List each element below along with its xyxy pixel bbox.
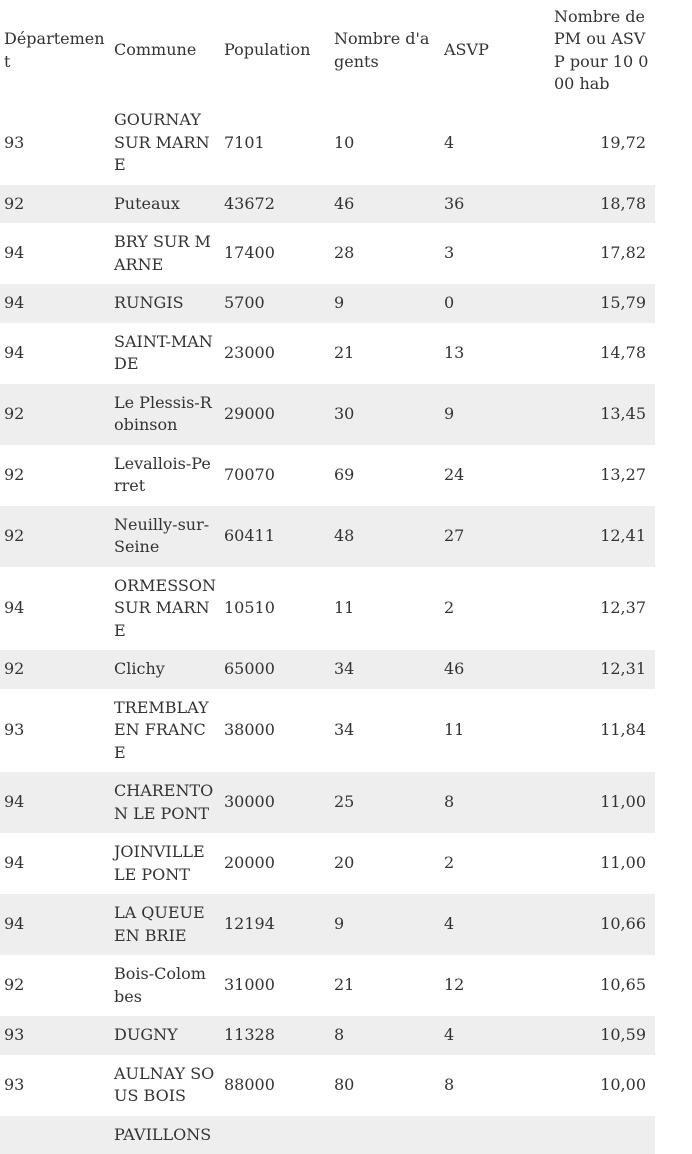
cell-commune: AULNAY SOUS BOIS xyxy=(110,1055,220,1116)
cell-ratio: 11,00 xyxy=(550,833,655,894)
cell-departement: 93 xyxy=(0,101,110,185)
cell-ratio: 12,31 xyxy=(550,650,655,689)
table-row xyxy=(0,506,655,567)
table-row xyxy=(0,1116,655,1154)
table-row xyxy=(0,833,655,894)
table-row xyxy=(0,894,655,955)
cell-population: 29000 xyxy=(220,384,330,445)
cell-departement: 92 xyxy=(0,185,110,224)
cell-departement: 92 xyxy=(0,445,110,506)
cell-asvp: 2 xyxy=(440,567,550,651)
cell-agents: 80 xyxy=(330,1055,440,1116)
cell-departement: 92 xyxy=(0,506,110,567)
table-row xyxy=(0,445,655,506)
cell-asvp: 3 xyxy=(440,223,550,284)
cell-departement: 94 xyxy=(0,772,110,833)
cell-agents: 30 xyxy=(330,384,440,445)
table-row xyxy=(0,1016,655,1055)
table-row xyxy=(0,1055,655,1116)
cell-ratio: 13,27 xyxy=(550,445,655,506)
cell-population: 5700 xyxy=(220,284,330,323)
cell-population: 38000 xyxy=(220,689,330,773)
cell-ratio: 12,41 xyxy=(550,506,655,567)
cell-ratio: 10,66 xyxy=(550,894,655,955)
cell-agents: 8 xyxy=(330,1016,440,1055)
table-row xyxy=(0,650,655,689)
header-ratio[interactable]: Nombre de PM ou ASVP pour 10 000 hab xyxy=(550,0,655,101)
cell-asvp: 12 xyxy=(440,955,550,1016)
cell-commune: DUGNY xyxy=(110,1016,220,1055)
cell-commune: PAVILLONS xyxy=(110,1116,220,1154)
cell-commune: Levallois-Perret xyxy=(110,445,220,506)
cell-population: 60411 xyxy=(220,506,330,567)
cell-agents: 9 xyxy=(330,284,440,323)
cell-ratio: 15,79 xyxy=(550,284,655,323)
cell-commune: Neuilly-sur-Seine xyxy=(110,506,220,567)
cell-population: 70070 xyxy=(220,445,330,506)
cell-ratio: 13,45 xyxy=(550,384,655,445)
cell-departement: 92 xyxy=(0,955,110,1016)
header-agents[interactable]: Nombre d'agents xyxy=(330,0,440,101)
header-row xyxy=(0,0,655,101)
cell-agents: 28 xyxy=(330,223,440,284)
cell-departement: 93 xyxy=(0,1016,110,1055)
header-commune[interactable]: Commune xyxy=(110,0,220,101)
cell-departement: 94 xyxy=(0,223,110,284)
cell-agents: 11 xyxy=(330,567,440,651)
cell-commune: RUNGIS xyxy=(110,284,220,323)
cell-commune: Le Plessis-Robinson xyxy=(110,384,220,445)
cell-commune: Puteaux xyxy=(110,185,220,224)
cell-agents: 46 xyxy=(330,185,440,224)
cell-asvp: 46 xyxy=(440,650,550,689)
table-row xyxy=(0,323,655,384)
header-asvp[interactable]: ASVP xyxy=(440,0,550,101)
cell-departement: 94 xyxy=(0,894,110,955)
cell-agents: 34 xyxy=(330,650,440,689)
cell-population: 10510 xyxy=(220,567,330,651)
cell-ratio xyxy=(550,1116,655,1154)
cell-commune: SAINT-MANDE xyxy=(110,323,220,384)
cell-commune: Clichy xyxy=(110,650,220,689)
cell-departement: 92 xyxy=(0,650,110,689)
cell-departement: 94 xyxy=(0,284,110,323)
cell-agents: 48 xyxy=(330,506,440,567)
cell-departement: 93 xyxy=(0,689,110,773)
cell-agents: 21 xyxy=(330,323,440,384)
cell-ratio: 12,37 xyxy=(550,567,655,651)
cell-ratio: 19,72 xyxy=(550,101,655,185)
cell-ratio: 10,59 xyxy=(550,1016,655,1055)
cell-departement: 92 xyxy=(0,384,110,445)
cell-asvp xyxy=(440,1116,550,1154)
cell-asvp: 0 xyxy=(440,284,550,323)
cell-agents: 34 xyxy=(330,689,440,773)
cell-ratio: 10,65 xyxy=(550,955,655,1016)
cell-asvp: 2 xyxy=(440,833,550,894)
cell-asvp: 27 xyxy=(440,506,550,567)
cell-population: 17400 xyxy=(220,223,330,284)
cell-asvp: 13 xyxy=(440,323,550,384)
cell-agents: 20 xyxy=(330,833,440,894)
cell-population: 12194 xyxy=(220,894,330,955)
cell-commune: ORMESSON SUR MARNE xyxy=(110,567,220,651)
cell-ratio: 14,78 xyxy=(550,323,655,384)
cell-population: 88000 xyxy=(220,1055,330,1116)
cell-asvp: 4 xyxy=(440,101,550,185)
table-header xyxy=(0,0,655,101)
cell-commune: Bois-Colombes xyxy=(110,955,220,1016)
table-row xyxy=(0,223,655,284)
cell-population: 65000 xyxy=(220,650,330,689)
cell-asvp: 24 xyxy=(440,445,550,506)
cell-asvp: 11 xyxy=(440,689,550,773)
cell-departement: 93 xyxy=(0,1055,110,1116)
cell-departement xyxy=(0,1116,110,1154)
cell-population: 30000 xyxy=(220,772,330,833)
cell-ratio: 11,84 xyxy=(550,689,655,773)
table-row xyxy=(0,384,655,445)
header-population[interactable]: Population xyxy=(220,0,330,101)
cell-ratio: 10,00 xyxy=(550,1055,655,1116)
cell-agents: 25 xyxy=(330,772,440,833)
cell-commune: JOINVILLE LE PONT xyxy=(110,833,220,894)
cell-ratio: 11,00 xyxy=(550,772,655,833)
table-row xyxy=(0,284,655,323)
cell-asvp: 4 xyxy=(440,894,550,955)
cell-commune: CHARENTON LE PONT xyxy=(110,772,220,833)
cell-asvp: 36 xyxy=(440,185,550,224)
cell-asvp: 8 xyxy=(440,772,550,833)
cell-commune: GOURNAY SUR MARNE xyxy=(110,101,220,185)
table-row xyxy=(0,955,655,1016)
cell-commune: LA QUEUE EN BRIE xyxy=(110,894,220,955)
table-row xyxy=(0,185,655,224)
header-departement[interactable]: Département xyxy=(0,0,110,101)
table-row xyxy=(0,772,655,833)
cell-agents: 69 xyxy=(330,445,440,506)
cell-commune: TREMBLAY EN FRANCE xyxy=(110,689,220,773)
cell-asvp: 8 xyxy=(440,1055,550,1116)
cell-agents: 21 xyxy=(330,955,440,1016)
table-row xyxy=(0,567,655,651)
cell-commune: BRY SUR MARNE xyxy=(110,223,220,284)
cell-population: 11328 xyxy=(220,1016,330,1055)
cell-agents xyxy=(330,1116,440,1154)
table-row xyxy=(0,689,655,773)
cell-departement: 94 xyxy=(0,567,110,651)
cell-ratio: 18,78 xyxy=(550,185,655,224)
cell-population: 20000 xyxy=(220,833,330,894)
cell-population: 31000 xyxy=(220,955,330,1016)
table-body xyxy=(0,101,655,1154)
cell-departement: 94 xyxy=(0,323,110,384)
table-row xyxy=(0,101,655,185)
cell-population: 43672 xyxy=(220,185,330,224)
cell-agents: 10 xyxy=(330,101,440,185)
cell-asvp: 9 xyxy=(440,384,550,445)
cell-departement: 94 xyxy=(0,833,110,894)
cell-asvp: 4 xyxy=(440,1016,550,1055)
cell-ratio: 17,82 xyxy=(550,223,655,284)
cell-agents: 9 xyxy=(330,894,440,955)
cell-population xyxy=(220,1116,330,1154)
cell-population: 7101 xyxy=(220,101,330,185)
cell-population: 23000 xyxy=(220,323,330,384)
